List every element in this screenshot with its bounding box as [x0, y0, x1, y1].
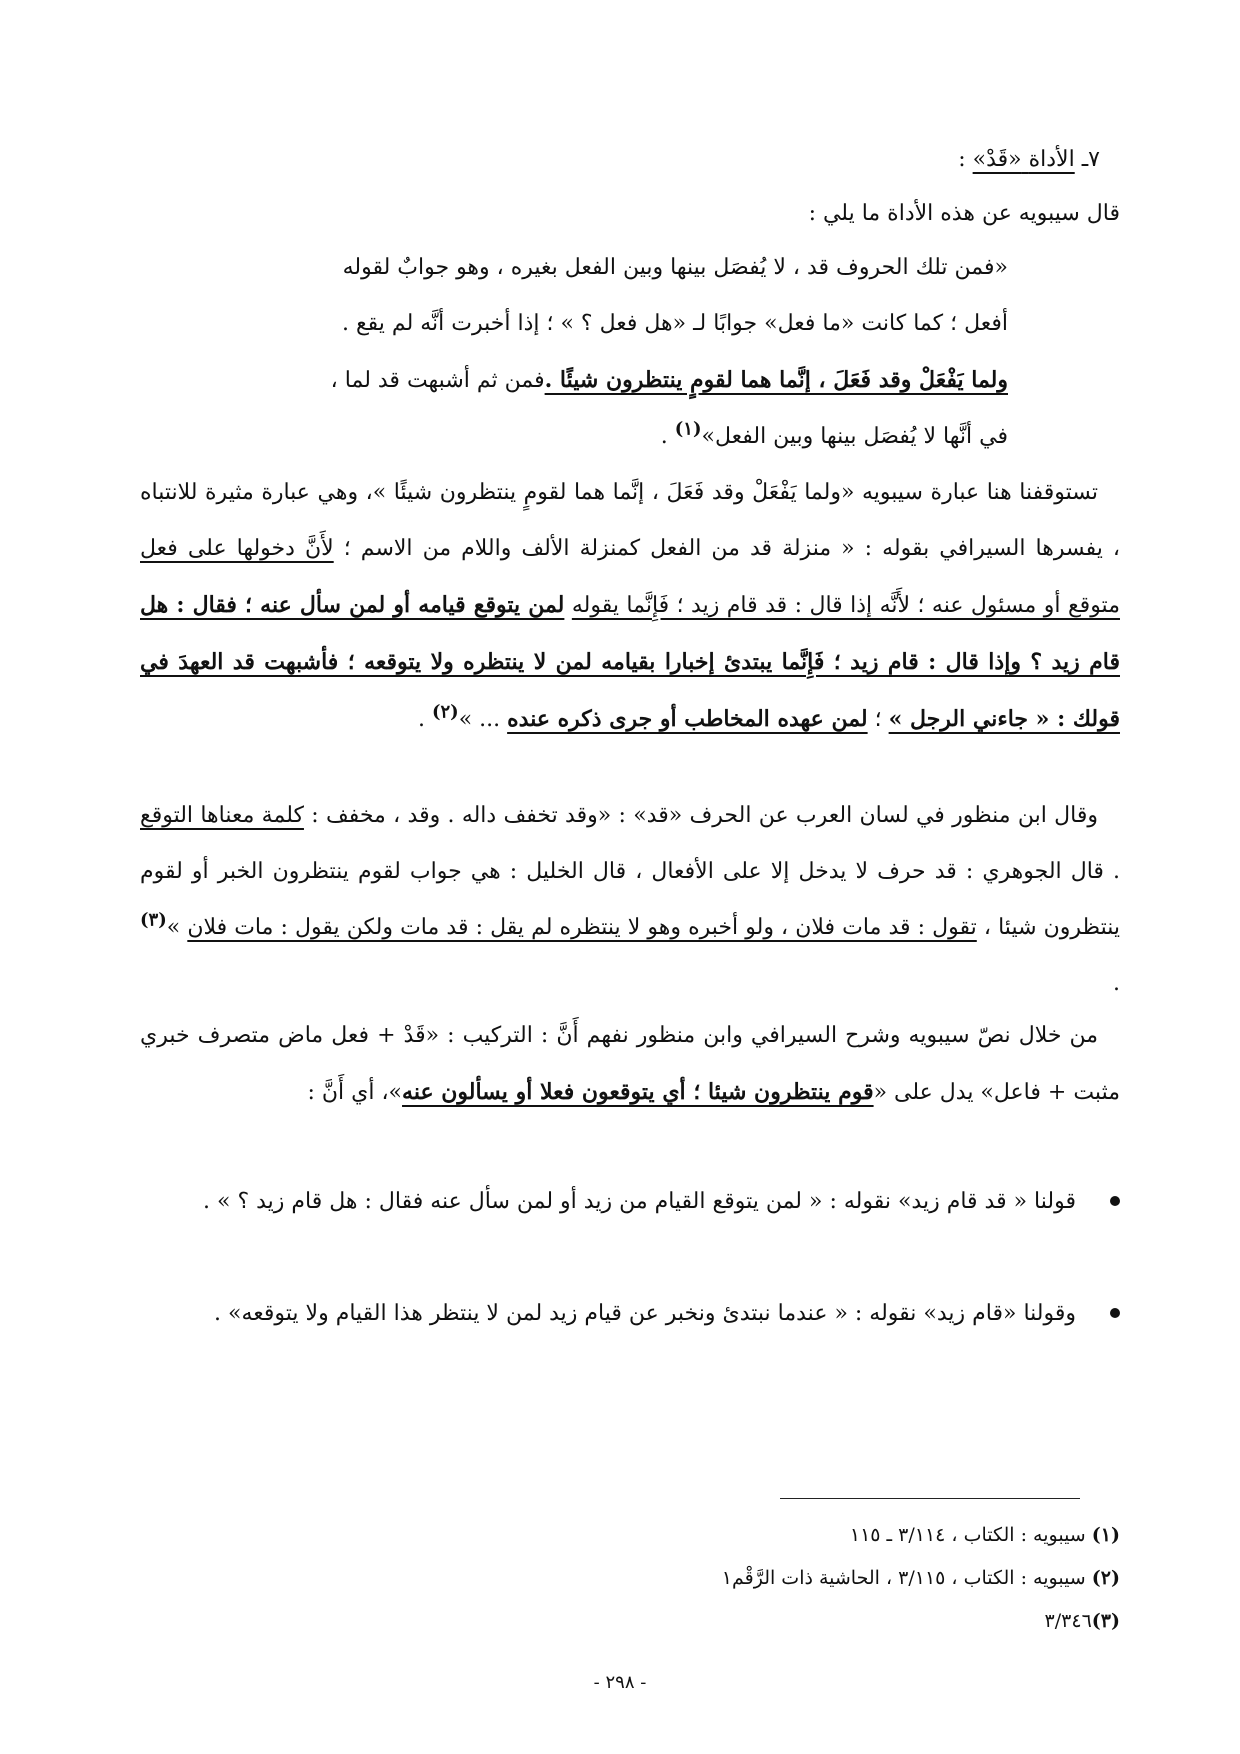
paragraph-2: وقال ابن منظور في لسان العرب عن الحرف «قد» : «وقد تخفف داله . وقد ، مخفف : كلمة معناها التوقع . قال الجوهري : قد حرف لا يدخل إلا على الأفعال ، قال الخليل : هي جواب لقوم ينتظرون الخبر أو لقوم ينتظرون شيئا ، تقول : قد مات فلان ، ولو أخبره وهو لا ينتظره لم يقل : قد مات ولكن يقول : مات فلان »$^{(٣)}$ .	[140, 803, 1120, 996]
page-number: - ٢٩٨ -	[593, 1672, 647, 1693]
footnote-ref-3: (٣)	[140, 909, 167, 931]
quote-line-2: أفعل ؛ كما كانت «ما فعل» جوابًا لـ «هل فعل ؟ » ؛ إذا أخبرت أنَّه لم يقع .	[341, 311, 1008, 336]
footnote-2: (٢) سيبويه : الكتاب ، ٣/١١٥ ، الحاشية ذات الرَّقْم١	[721, 1567, 1120, 1589]
footnote-separator	[780, 1498, 1080, 1499]
quote-line-4: في أنَّها لا يُفصَل بينها وبين الفعل»$^{(١)}$ .	[660, 418, 1008, 449]
paragraph-3: من خلال نصّ سيبويه وشرح السيرافي وابن منظور نفهم أَنَّ : التركيب : «قَدْ + فعل ماض متصرف خبري مثبت + فاعل» يدل على «قوم ينتظرون شيئا ؛ أي يتوقعون فعلا أو يسألون عنه»، أي أَنَّ :	[140, 1023, 1120, 1105]
section-heading: ٧ـ الأداة «قَدْ» :	[958, 147, 1100, 172]
quote-line-1: «فمن تلك الحروف قد ، لا يُفصَل بينها وبين الفعل بغيره ، وهو جوابٌ لقوله	[342, 255, 1008, 280]
section-title: الأداة «قَدْ»	[972, 147, 1075, 172]
quote-line-3: ولما يَفْعَلْ وقد فَعَلَ ، إنَّما هما لقومٍ ينتظرون شيئًا .فمن ثم أشبهت قد لما ،	[330, 367, 1008, 393]
bullet-item-1: قولنا « قد قام زيد» نقوله : « لمن يتوقع القيام من زيد أو لمن سأل عنه فقال : هل قام زيد ؟ » .	[140, 1174, 1120, 1230]
bullet-dot-icon	[1110, 1308, 1120, 1318]
paragraph-1: تستوقفنا هنا عبارة سيبويه «ولما يَفْعَلْ وقد فَعَلَ ، إنَّما هما لقومٍ ينتظرون شيئًا »، وهي عبارة مثيرة للانتباه ، يفسرها السيرافي بقوله : « منزلة قد من الفعل كمنزلة الألف واللام من الاسم ؛ لأَنَّ دخولها على فعل متوقع أو مسئول عنه ؛ لأَنَّه إذا قال : قد قام زيد ؛ فَإِنَّما يقوله لمن يتوقع قيامه أو لمن سأل عنه ؛ فقال : هل قام زيد ؟ وإذا قال : قام زيد ؛ فَإِنَّما يبتدئ إخبارا بقيامه لمن لا ينتظره ولا يتوقعه ؛ فأشبهت قد العهدَ في قولك : « جاءني الرجل » ؛ لمن عهده المخاطب أو جرى ذكره عنده ... »$^{(٢)}$ .	[140, 480, 1121, 732]
footnote-ref-1: (١)	[674, 418, 702, 440]
block-quote	[248, 240, 1008, 465]
section-number: ٧ـ	[1081, 147, 1100, 172]
bullet-item-2: وقولنا «قام زيد» نقوله : « عندما نبتدئ ونخبر عن قيام زيد لمن لا ينتظر هذا القيام ولا يتوقعه» .	[140, 1286, 1120, 1342]
intro-line: قال سيبويه عن هذه الأداة ما يلي :	[808, 201, 1120, 226]
footnote-3: (٣)٣/٣٤٦	[1044, 1610, 1120, 1632]
bullet-dot-icon	[1110, 1196, 1120, 1206]
footnote-ref-2: (٢)	[431, 701, 459, 723]
footnote-1: (١) سيبويه : الكتاب ، ٣/١١٤ ـ ١١٥	[849, 1524, 1120, 1546]
